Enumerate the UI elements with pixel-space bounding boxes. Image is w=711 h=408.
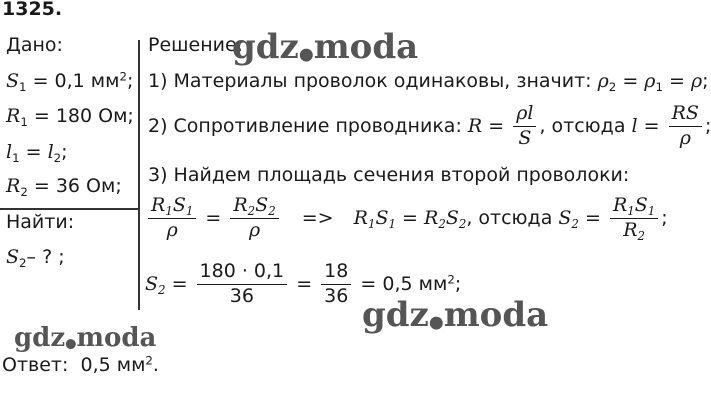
solution-calc: $S_2$ = $\frac{180 \cdot 0,1}{36}$ = $\frac{18}{36}$ = 0,5 $мм^2$; [145,260,462,307]
solution-title: Решение: [148,34,244,56]
given-title: Дано: [6,34,63,56]
solution-divider [138,40,140,310]
given-s1: $S_1 = 0,1$ $мм^2$; [6,69,134,94]
watermark-bottom-left: gdz●moda [14,323,157,353]
watermark-top: gdz●moda [232,27,419,67]
solution-equation: $\frac{R_1S_1}{\rho}$ = $\frac{R_2S_2}{\rho}$ => $R_1S_1 = R_2S_2$, отсюда $S_2$ = $\frac{R_1S_1}{R_2}$ ; [145,196,668,241]
watermark-middle: gdz●moda [362,295,549,335]
given-r1: $R_1 = 180$ Ом; [6,105,134,129]
problem-number: 1325. [2,0,63,20]
given-l: $l_1 = l_2$; [6,141,68,165]
answer-line: Ответ: 0,5 $мм^2$. [2,353,159,376]
solution-step1: 1) Материалы проволок одинаковы, значит: $\rho_2 = \rho_1 = \rho$; [148,70,709,94]
given-divider [0,208,138,210]
find-s2: $S_2-$ ? ; [6,246,65,270]
solution-step3: 3) Найдем площадь сечения второй проволоки: [148,164,630,186]
solution-step2: 2) Сопротивление проводника: R = $\frac{\rho l}{S}$ , отсюда l = $\frac{RS}{\rho}$ ; [148,102,711,149]
given-r2: $R_2 = 36$ Ом; [6,175,122,199]
find-title: Найти: [6,211,75,233]
